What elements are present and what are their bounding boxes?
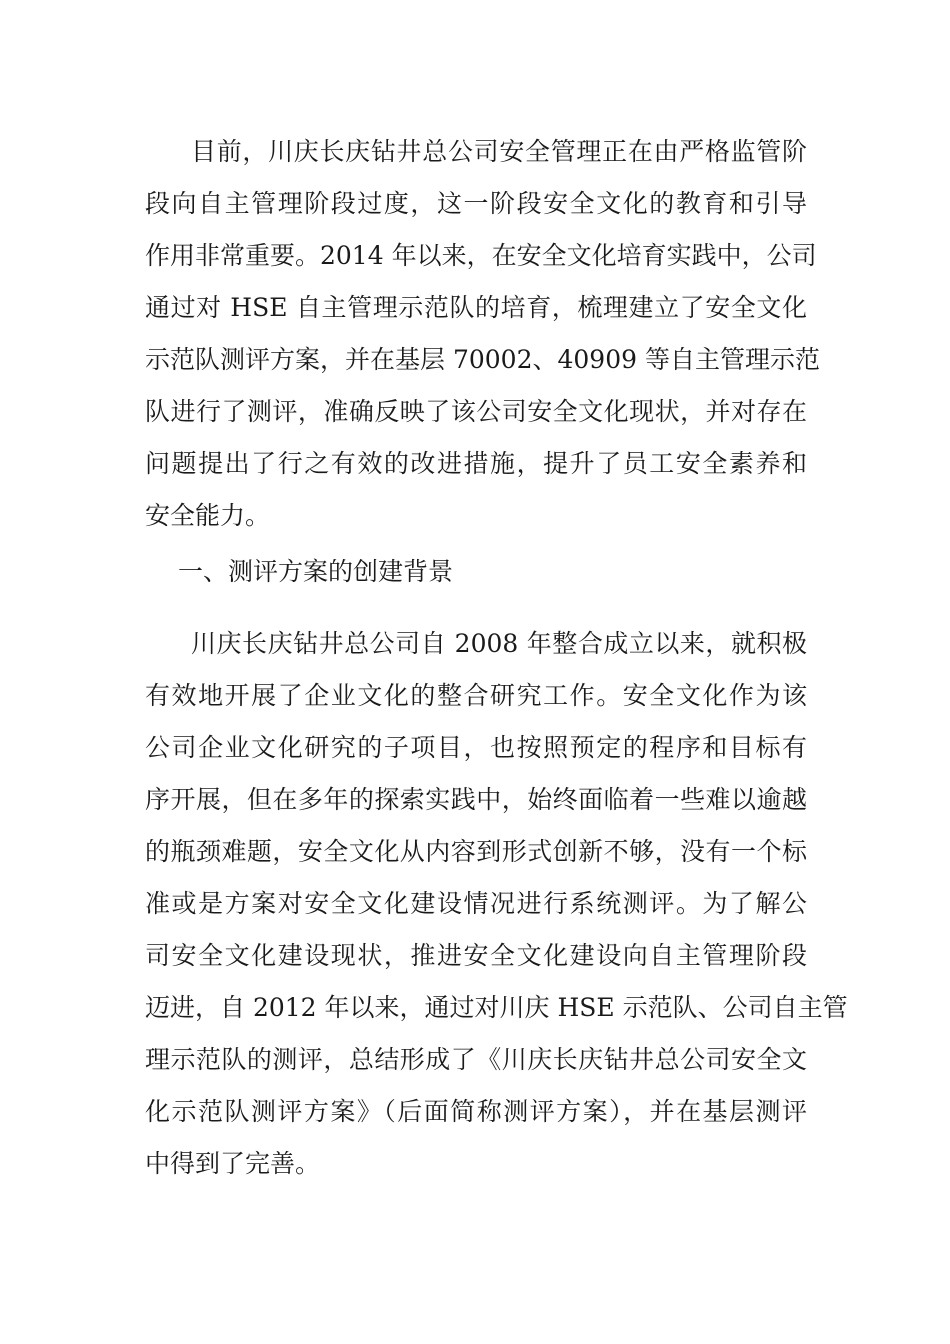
paragraph-line: 问题提出了行之有效的改进措施，提升了员工安全素养和 [145,449,807,478]
paragraph-line: 序开展，但在多年的探索实践中，始终面临着一些难以逾越 [145,785,807,814]
paragraph-line: 中得到了完善。 [145,1149,321,1178]
paragraph-line: 有效地开展了企业文化的整合研究工作。安全文化作为该 [145,681,807,710]
paragraph-line: 通过对 HSE 自主管理示范队的培育，梳理建立了安全文化 [145,293,807,322]
paragraph-line: 安全能力。 [145,501,271,530]
section-heading: 一、测评方案的创建背景 [178,557,454,586]
paragraph-line: 公司企业文化研究的子项目，也按照预定的程序和目标有 [145,733,807,762]
paragraph-line: 理示范队的测评，总结形成了《川庆长庆钻井总公司安全文 [145,1045,807,1074]
paragraph-line: 示范队测评方案，并在基层 70002、40909 等自主管理示范 [145,345,820,374]
paragraph-line: 作用非常重要。2014 年以来，在安全文化培育实践中，公司 [145,241,817,270]
paragraph-line: 段向自主管理阶段过度，这一阶段安全文化的教育和引导 [145,189,807,218]
paragraph-line: 化示范队测评方案》（后面简称测评方案），并在基层测评 [145,1097,807,1126]
paragraph-line: 司安全文化建设现状，推进安全文化建设向自主管理阶段 [145,941,807,970]
paragraph-line: 队进行了测评，准确反映了该公司安全文化现状，并对存在 [145,397,807,426]
paragraph-line: 目前，川庆长庆钻井总公司安全管理正在由严格监管阶 [191,137,807,166]
paragraph-line: 的瓶颈难题，安全文化从内容到形式创新不够，没有一个标 [145,837,807,866]
paragraph-line: 川庆长庆钻井总公司自 2008 年整合成立以来，就积极 [191,629,807,658]
paragraph-line: 迈进，自 2012 年以来，通过对川庆 HSE 示范队、公司自主管 [145,993,848,1022]
paragraph-line: 准或是方案对安全文化建设情况进行系统测评。为了解公 [145,889,807,918]
